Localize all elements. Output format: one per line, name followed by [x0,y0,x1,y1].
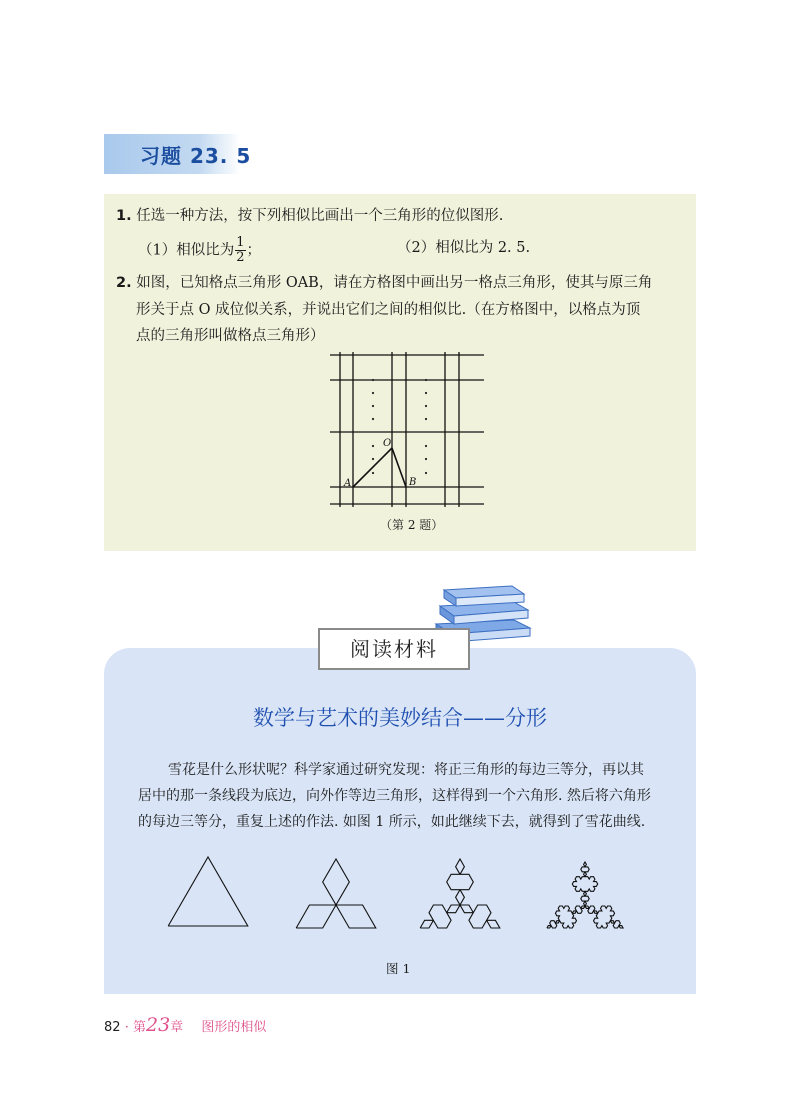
point-o-label: O [383,438,392,449]
question-1-number: 1. [116,208,132,224]
chapter-number: 23 [145,1014,171,1036]
grid-lines [330,352,484,507]
question-2-line-2: 形关于点 O 成位似关系，并说出它们之间的相似比.（在方格图中，以格点为顶 [136,302,641,318]
reading-label: 阅读材料 [350,637,438,661]
triangle-oab [353,448,406,487]
chapter-title: 图形的相似 [201,1020,267,1035]
koch-iteration-2 [420,859,500,928]
koch-iteration-1 [296,859,376,928]
point-a-label: A [344,478,352,489]
koch-iteration-3 [547,862,623,928]
koch-snowflake-figure [160,850,640,950]
question-2-text-1: 如图，已知格点三角形 OAB，请在方格图中画出另一格点三角形，使其与原三角 [136,275,653,291]
koch-iteration-0 [168,857,248,926]
part-1-suffix: ； [246,242,262,259]
reading-paragraph-line-3: 的每边三等分，重复上述的作法. 如图 1 所示，如此继续下去，就得到了雪花曲线. [138,814,646,830]
chapter-prefix: 第 [132,1020,146,1035]
question-2-line-3: 点的三角形叫做格点三角形） [136,328,325,344]
point-b-label: B [409,477,417,488]
fraction-one-half [235,236,245,265]
question-1 [116,205,503,227]
reading-title: 数学与艺术的美妙结合——分形 [253,706,547,730]
page-footer [104,1014,266,1036]
reading-paragraph-line-2: 居中的那一条线段为底边，向外作等边三角形，这样得到一个六角形. 然后将六角形 [138,788,651,804]
figure-1-caption: 图 1 [386,961,411,976]
fraction-denominator: 2 [236,250,245,265]
part-1-prefix: （1）相似比为 [138,242,235,259]
page-number: 82 [104,1020,121,1035]
question-1-text: 任选一种方法，按下列相似比画出一个三角形的位似图形. [136,208,504,224]
figure-2-caption: （第 2 题） [380,518,444,532]
exercise-title: 习题 23. 5 [140,144,252,168]
question-1-part-1 [138,236,261,265]
question-2-line-1 [116,272,652,294]
chapter-suffix: 章 [170,1020,184,1035]
footer-dot: · [124,1020,129,1035]
question-2-number: 2. [116,275,132,291]
reading-paragraph-line-1: 雪花是什么形状呢？科学家通过研究发现：将正三角形的每边三等分，再以其 [168,762,644,778]
fraction-numerator: 1 [236,235,245,250]
lattice-grid-figure [330,352,490,510]
question-1-part-2: （2）相似比为 2. 5. [397,240,531,256]
